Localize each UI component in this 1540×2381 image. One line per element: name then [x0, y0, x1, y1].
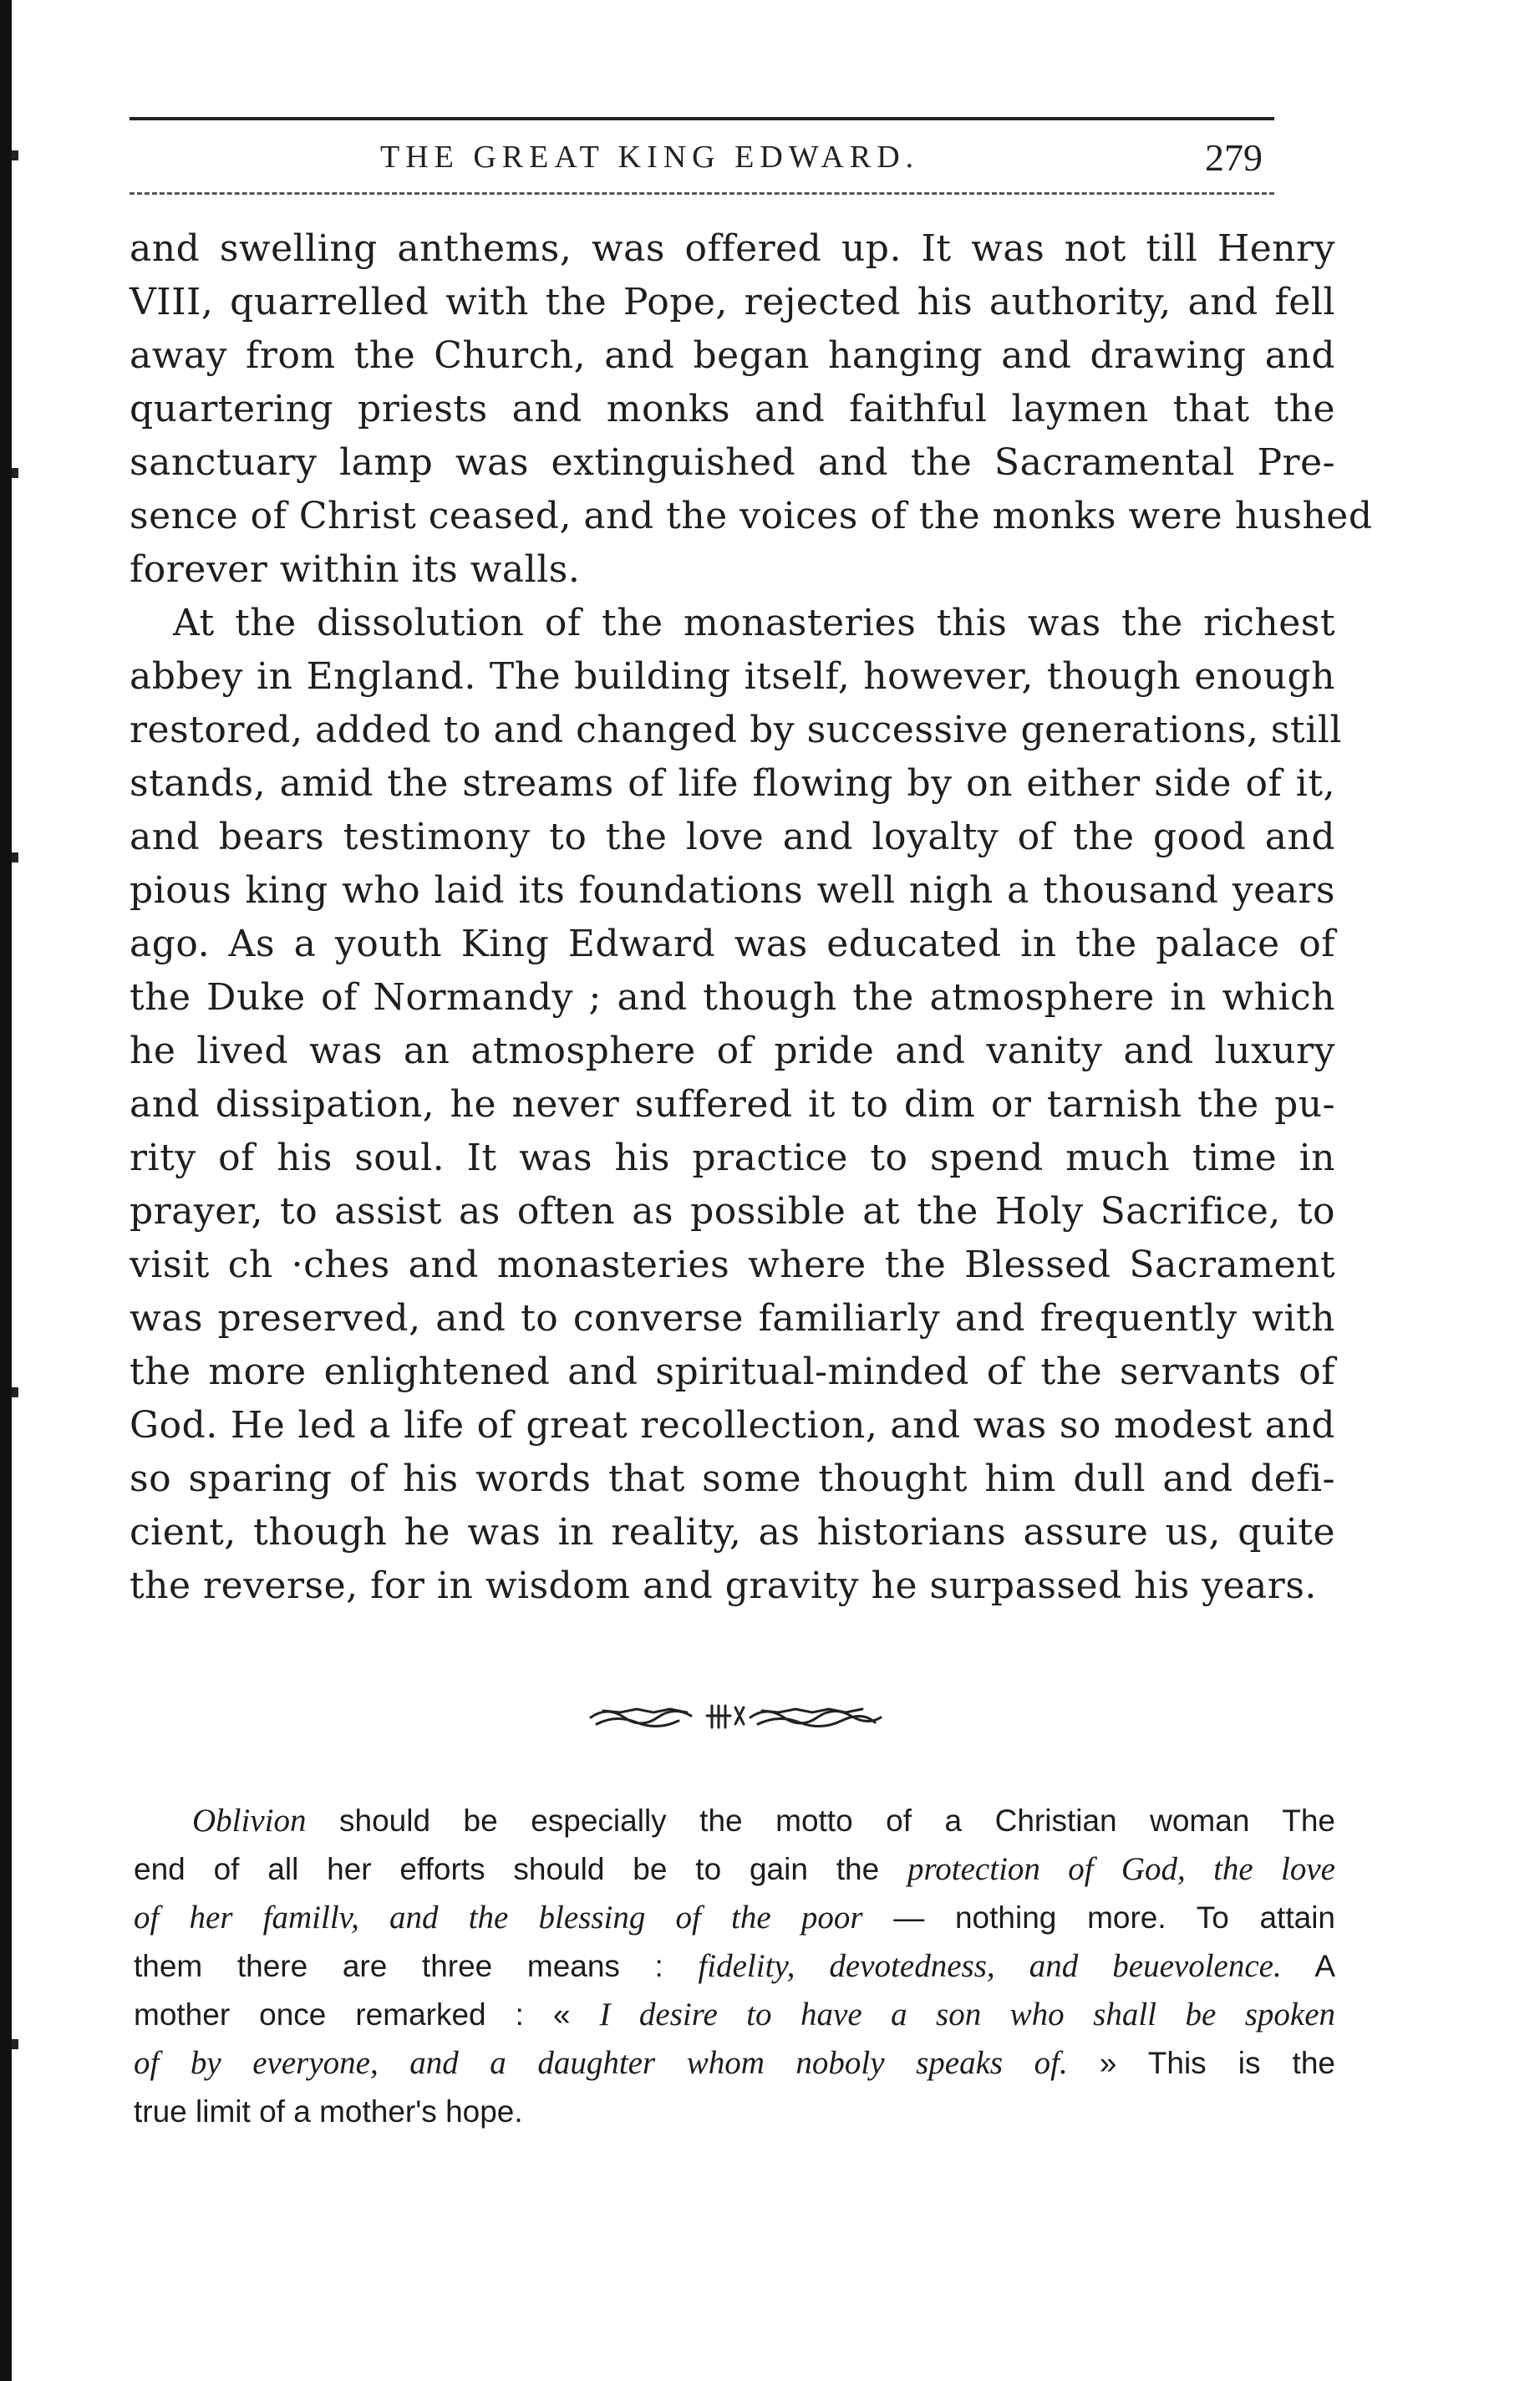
body-line: At the dissolution of the monasteries this was the richest: [173, 602, 1335, 644]
motto-text: should be especially the motto of a Christian woman The: [306, 1804, 1335, 1838]
binding-edge-mark: [12, 468, 18, 478]
page-binding-edge: [0, 0, 12, 2381]
binding-edge-mark: [12, 1387, 18, 1397]
motto-text: — nothing more. To attain: [862, 1900, 1335, 1935]
motto-line: [134, 2039, 1335, 2088]
body-line: the reverse, for in wisdom and gravity he surpassed his years.: [130, 1564, 1317, 1607]
body-line: ago. As a youth King Edward was educated in the palace of: [130, 923, 1335, 965]
running-head: THE GREAT KING EDWARD.: [380, 140, 920, 175]
motto-text: them there are three means :: [134, 1949, 699, 1983]
header-underline: [130, 192, 1274, 195]
body-line: rity of his soul. It was his practice to spend much time in: [130, 1137, 1335, 1179]
body-line: pious king who laid its foundations well nigh a thousand years: [130, 869, 1335, 912]
body-line: the more enlightened and spiritual-minded of the servants of: [130, 1351, 1335, 1393]
body-line: God. He led a life of great recollection, and was so modest and: [130, 1404, 1335, 1447]
body-line: quartering priests and monks and faithful laymen that the: [130, 388, 1335, 430]
body-line: was preserved, and to converse familiarly and frequently with: [130, 1297, 1335, 1340]
motto-text: » This is the: [1067, 2046, 1335, 2080]
body-line: visit ch ·ches and monasteries where the Blessed Sacrament: [130, 1244, 1335, 1286]
motto-italic-text: Oblivion: [192, 1803, 307, 1839]
body-line: the Duke of Normandy ; and though the atmosphere in which: [130, 976, 1335, 1019]
body-line: VIII, quarrelled with the Pope, rejected his authority, and fell: [130, 281, 1335, 323]
motto-italic-text: of her famillv, and the blessing of the poor: [134, 1900, 863, 1936]
body-line: restored, added to and changed by successive generations, still: [130, 709, 1342, 751]
motto-line: [134, 1845, 1335, 1894]
motto-italic-text: I desire to have a son who shall be spoken: [599, 1997, 1336, 2032]
body-line: prayer, to assist as often as possible at the Holy Sacrifice, to: [130, 1190, 1335, 1233]
page-number: 279: [1205, 136, 1263, 179]
header-rule: [130, 117, 1274, 120]
body-line: cient, though he was in reality, as historians assure us, quite: [130, 1511, 1335, 1554]
body-line: he lived was an atmosphere of pride and vanity and luxury: [130, 1030, 1335, 1072]
motto-italic-text: fidelity, devotedness, and beuevolence.: [698, 1948, 1282, 1984]
motto-text: A: [1281, 1949, 1336, 1983]
binding-edge-mark: [12, 150, 18, 160]
motto-text: mother once remarked : «: [134, 1997, 600, 2032]
motto-paragraph: [134, 1797, 1335, 2136]
motto-text: true limit of a mother's hope.: [134, 2094, 523, 2129]
body-line: so sparing of his words that some thought him dull and defi-: [130, 1458, 1335, 1500]
binding-edge-mark: [12, 852, 18, 862]
body-line: and bears testimony to the love and loyalty of the good and: [130, 816, 1335, 858]
motto-italic-text: of by everyone, and a daughter whom noboly speaks of.: [134, 2045, 1068, 2081]
motto-line: [134, 1894, 1335, 1942]
motto-line: [134, 1991, 1335, 2039]
binding-edge-mark: [12, 2039, 18, 2049]
motto-italic-text: protection of God, the love: [907, 1851, 1335, 1887]
motto-line: [134, 1797, 1335, 1845]
motto-text: end of all her efforts should be to gain the: [134, 1852, 908, 1886]
body-line: sence of Christ ceased, and the voices of the monks were hushed: [130, 495, 1373, 537]
motto-line: [134, 1942, 1335, 1991]
body-line: away from the Church, and began hanging and drawing and: [130, 334, 1335, 377]
body-line: forever within its walls.: [130, 548, 581, 591]
motto-line: [134, 2088, 1335, 2136]
body-line: and swelling anthems, was offered up. It was not till Henry: [130, 227, 1335, 270]
body-line: and dissipation, he never suffered it to dim or tarnish the pu-: [130, 1083, 1335, 1126]
body-text: [130, 222, 1373, 1613]
body-line: abbey in England. The building itself, however, though enough: [130, 655, 1335, 698]
body-line: stands, amid the streams of life flowing by on either side of it,: [130, 762, 1335, 805]
decorative-vine-ornament-icon: [587, 1699, 887, 1732]
body-line: sanctuary lamp was extinguished and the Sacramental Pre-: [130, 441, 1335, 484]
